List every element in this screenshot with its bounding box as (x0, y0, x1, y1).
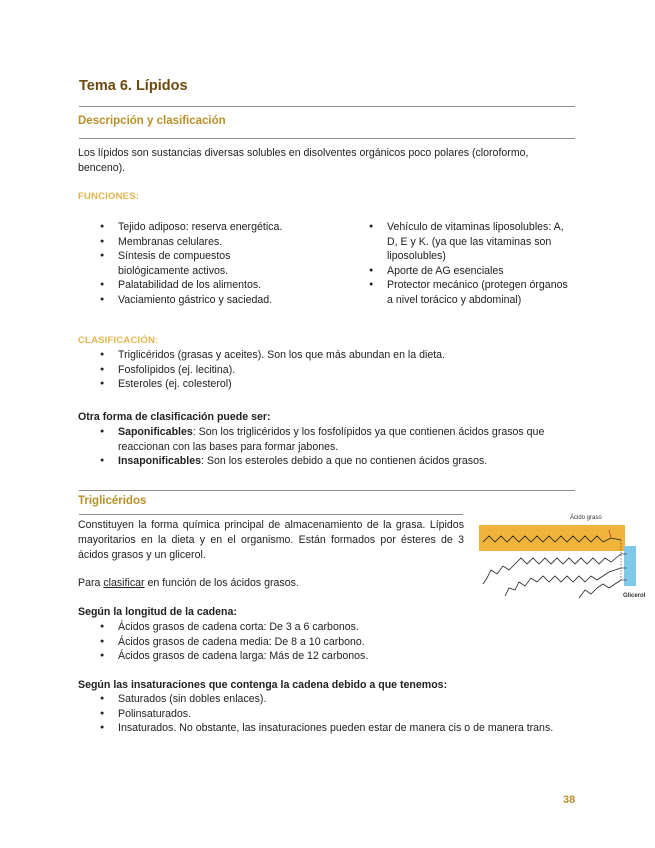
list-item: ● Insaturados. No obstante, las insaturaciones pueden estar de manera cis o de manera trans. (94, 721, 574, 736)
list-item: ● Polinsaturados. (94, 707, 574, 722)
funciones-label: FUNCIONES: (78, 191, 140, 202)
intro-paragraph: Los lípidos son sustancias diversas solubles en disolventes orgánicos poco polares (cloroformo, benceno). (78, 147, 529, 174)
list-item: ● Protector mecánico (protegen órganos a nivel torácico y abdominal) (363, 278, 576, 307)
funciones-list-right (363, 220, 576, 308)
otra-clasificacion-list (94, 425, 574, 469)
unsaturated-chain-2 (537, 568, 621, 582)
term-saponificables: Saponificables (118, 426, 193, 438)
longitud-heading: Según la longitud de la cadena: (78, 606, 237, 618)
list-item: ● Fosfolípidos (ej. lecitina). (94, 363, 564, 378)
fatty-acid-highlight (479, 525, 625, 551)
text-fragment: Para (78, 577, 104, 589)
clasificacion-label: CLASIFICACIÓN: (78, 335, 159, 346)
figure-label-fatty-acid: Ácido graso (570, 515, 602, 521)
section-heading-trigliceridos: Triglicéridos (78, 495, 147, 507)
section-divider (79, 514, 463, 515)
insaturaciones-list (94, 692, 574, 736)
list-item: ● Síntesis de compuestos biológicamente activos. (94, 249, 273, 278)
section-divider (79, 490, 575, 491)
list-item (94, 454, 574, 469)
funciones-list-left (94, 220, 324, 308)
section-divider (79, 138, 575, 139)
triglyceride-structure-figure (475, 510, 645, 606)
term-description: : Son los triglicéridos y los fosfolípidos ya que contienen ácidos grasos que reaccionan con las bases para formar jabones. (118, 426, 545, 453)
longitud-list (94, 620, 564, 664)
list-item: ● Vehículo de vitaminas liposolubles: A, D, E y K. (ya que las vitaminas son liposolubles) (363, 220, 576, 264)
list-item: ● Membranas celulares. (94, 235, 324, 250)
title-divider (79, 106, 575, 107)
list-item: ● Ácidos grasos de cadena corta: De 3 a 6 carbonos. (94, 620, 564, 635)
trigliceridos-paragraph: Constituyen la forma química principal de almacenamiento de la grasa. Lípidos mayoritarios en la dieta y en el organismo. Están formados por ésteres de 3 ácidos grasos y un glicerol. (78, 519, 464, 561)
list-item: ● Ácidos grasos de cadena media: De 8 a 10 carbono. (94, 635, 564, 650)
list-item: ● Saturados (sin dobles enlaces). (94, 692, 574, 707)
list-item: ● Aporte de AG esenciales (363, 264, 576, 279)
page-number: 38 (563, 794, 576, 806)
list-item: ● Vaciamiento gástrico y saciedad. (94, 293, 324, 308)
term-insaponificables: Insaponificables (118, 455, 202, 468)
insaturaciones-heading: Según las insaturaciones que contenga la cadena debido a que tenemos: (78, 679, 448, 691)
figure-label-glycerol: Glicerol (623, 593, 645, 599)
otra-clasificacion-heading: Otra forma de clasificación puede ser: (78, 411, 271, 423)
unsaturated-chain-1 (515, 554, 621, 564)
list-item: ● Esteroles (ej. colesterol) (94, 377, 564, 392)
list-item: ● Ácidos grasos de cadena larga: Más de 12 carbonos. (94, 649, 564, 664)
list-item: ● Tejido adiposo: reserva energética. (94, 220, 324, 235)
term-description: : Son los esteroles debido a que no contienen ácidos grasos. (201, 455, 488, 468)
clasificacion-list (94, 348, 564, 392)
list-item: ● Palatabilidad de los alimentos. (94, 278, 324, 293)
text-fragment: en función de los ácidos grasos. (144, 577, 299, 589)
list-item (94, 425, 574, 454)
clasificar-paragraph (78, 576, 299, 591)
text-underlined: clasificar (103, 577, 145, 589)
section-heading-descripcion: Descripción y clasificación (78, 115, 226, 127)
page-title: Tema 6. Lípidos (79, 78, 188, 94)
list-item: ● Triglicéridos (grasas y aceites). Son los que más abundan en la dieta. (94, 348, 564, 363)
